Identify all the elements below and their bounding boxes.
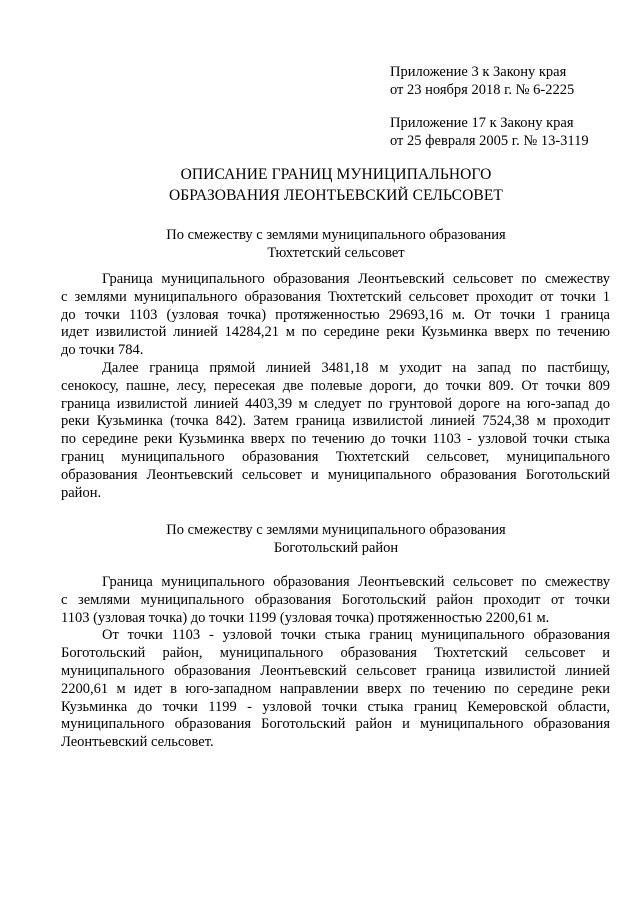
- paragraph-line: до точки 1103 (узловая точка) протяженностью 29693,16 м. От точки 1 граница: [61, 306, 610, 323]
- section-body-tyukhtet: [61, 271, 610, 502]
- section-heading-bogotol: [60, 522, 612, 557]
- paragraph-line: идет извилистой линией 14284,21 м по середине реки Кузьминка вверх по течению: [61, 324, 610, 341]
- document-title-line-2: ОБРАЗОВАНИЯ ЛЕОНТЬЕВСКИЙ СЕЛЬСОВЕТ: [169, 187, 503, 204]
- paragraph: [61, 360, 610, 502]
- paragraph-line: район.: [61, 484, 102, 501]
- paragraph-line: образования Леонтьевский сельсовет и муниципального образования Боготольский: [61, 466, 610, 483]
- section-heading-line-1: По смежеству с землями муниципального образования: [166, 522, 506, 538]
- paragraph: [61, 627, 610, 752]
- paragraph-line: реки Кузьминка (точка 842). Затем граница извилистой линией 7524,38 м проходит: [61, 413, 610, 430]
- paragraph-line: границ муниципального образования Тюхтетский сельсовет, муниципального: [61, 448, 610, 465]
- paragraph-line: по середине реки Кузьминка вверх по течению до точки 1103 - узловой точки стыка: [61, 431, 610, 448]
- paragraph-line: граница извилистой линией 4403,39 м следует по грунтовой дороге на юго-запад до: [61, 395, 610, 412]
- appendix-note-1-line-1: Приложение 3 к Закону края: [390, 64, 567, 80]
- paragraph-line: Далее граница прямой линией 3481,18 м уходит на запад по пастбищу,: [102, 359, 610, 376]
- paragraph-line: муниципального образования Боготольский район и муниципального образования: [61, 716, 610, 733]
- paragraph-line: сенокосу, пашне, лесу, пересекая две полевые дороги, до точки 809. От точки 809: [61, 377, 610, 394]
- paragraph-line: Граница муниципального образования Леонтьевский сельсовет по смежеству: [102, 271, 610, 287]
- section-heading-line-2: Боготольский район: [273, 539, 399, 556]
- section-heading-line-2: Тюхтетский сельсовет: [267, 244, 405, 261]
- appendix-note-1-line-2: от 23 ноября 2018 г. № 6-2225: [390, 82, 575, 98]
- document-title: [60, 164, 612, 206]
- paragraph-line: Леонтьевский сельсовет.: [61, 734, 214, 751]
- section-heading-tyukhtet: [60, 227, 612, 262]
- appendix-note-2-line-1: Приложение 17 к Закону края: [390, 115, 574, 131]
- paragraph-line: 2200,61 м идет в юго-западном направлении вверх по течению по середине реки: [61, 680, 610, 697]
- paragraph-line: Граница муниципального образования Леонтьевский сельсовет по смежеству: [102, 574, 610, 590]
- appendix-note-2: [390, 114, 589, 150]
- appendix-note-1: [390, 63, 574, 99]
- appendix-note-2-line-2: от 25 февраля 2005 г. № 13-3119: [390, 133, 589, 149]
- paragraph-line: с землями муниципального образования Боготольский район проходит от точки: [61, 591, 610, 608]
- section-body-bogotol: [61, 574, 610, 752]
- paragraph: [61, 271, 610, 360]
- paragraph-line: От точки 1103 - узловой точки стыка границ муниципального образования: [102, 627, 610, 644]
- paragraph-line: муниципального образования Леонтьевский сельсовет граница извилистой линией: [61, 662, 610, 679]
- section-heading-line-1: По смежеству с землями муниципального образования: [166, 227, 506, 243]
- document-title-line-1: ОПИСАНИЕ ГРАНИЦ МУНИЦИПАЛЬНОГО: [180, 166, 492, 183]
- paragraph: [61, 574, 610, 627]
- paragraph-line: 1103 (узловая точка) до точки 1199 (узловая точка) протяженностью 2200,61 м.: [61, 609, 550, 626]
- paragraph-line: Боготольский район, муниципального образования Тюхтетский сельсовет и: [61, 645, 610, 662]
- paragraph-line: до точки 784.: [61, 342, 144, 359]
- paragraph-line: с землями муниципального образования Тюхтетский сельсовет проходит от точки 1: [61, 288, 610, 305]
- paragraph-line: Кузьминка до точки 1199 - узловой точки стыка границ Кемеровской области,: [61, 698, 610, 715]
